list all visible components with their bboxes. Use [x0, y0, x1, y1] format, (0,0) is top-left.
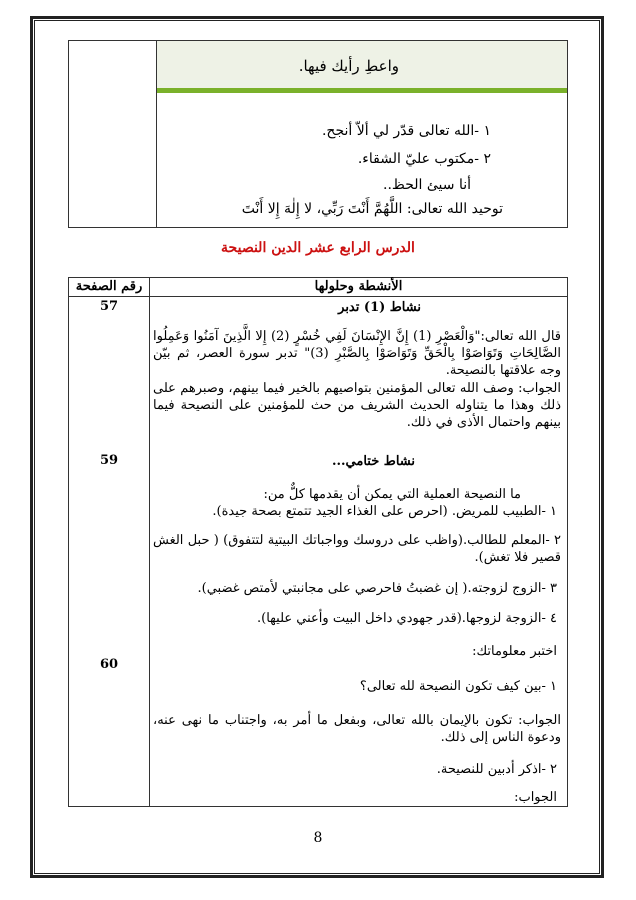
top-item-3: أنا سيئ الحظ..: [383, 177, 471, 193]
activity1-title: نشاط (1) تدبر: [338, 300, 421, 315]
closing-item-4: ٤ -الزوجة لزوجها.(قدر جهودي داخل البيت وأعني عليها).: [257, 611, 557, 626]
top-item-1: ١ -الله تعالى قدّر لي ألاّ أنجح.: [321, 123, 491, 139]
closing-item-3: ٣ -الزوج لزوجته.( إن غضبتُ فاحرصي على مجانبتي لأمتص غضبي).: [197, 581, 557, 596]
lesson-title: الدرس الرابع عشر الدين النصيحة: [221, 240, 415, 256]
closing-item-1: ١ -الطبيب للمريض. (احرص على الغذاء الجيد تتمتع بصحة جيدة).: [212, 504, 557, 519]
activities-content: [153, 278, 561, 806]
top-item-4: توحيد الله تعالى: اللَّهُمَّ أَنْتَ رَبِّي، لا إِلٰهَ إِلا أَنْتَ: [241, 201, 503, 217]
activities-table: [68, 277, 568, 807]
table-column-divider: [149, 278, 150, 806]
activity1-answer: الجواب: وصف الله تعالى المؤمنين بتواصيهم بالخير فيما بينهم، وصبرهم على ذلك وهذا ما يتناوله الحديث الشريف من حث للمؤمنين على النصيحة فيما بينهم واحتمال الأذى في ذلك.: [153, 381, 561, 430]
header-page-number: رقم الصفحة: [75, 279, 143, 294]
top-item-2: ٢ -مكتوب عليّ الشقاء.: [357, 151, 491, 167]
top-heading: واعطِ رأيك فيها.: [298, 57, 399, 75]
page-number: 8: [313, 830, 323, 846]
test-question-2: ٢ -اذكر أدبين للنصيحة.: [436, 762, 557, 777]
test-answer-1: الجواب: تكون بالإيمان بالله تعالى، وبفعل ما أمر به، واجتناب ما نهى عنه، ودعوة الناس إلى ذلك.: [153, 713, 561, 745]
test-question-1: ١ -بين كيف تكون النصيحة لله تعالى؟: [359, 679, 557, 694]
top-table-content-cell: [157, 41, 567, 227]
header-activities: الأنشطة وحلولها: [314, 279, 403, 294]
closing-item-2: ٢ -المعلم للطالب.(واظب على دروسك وواجباتك البيتية لتتفوق) ( حبل الغش قصير فلا تغش).: [153, 533, 561, 565]
activity1-question: قال الله تعالى:"وَالْعَصْرِ (1) إِنَّ الإِنْسَانَ لَفِي خُسْرٍ (2) إِلا الَّذِينَ آمَنُوا وَعَمِلُوا الصَّالِحَاتِ وَتَوَاصَوْا بِالْحَقِّ وَتَوَاصَوْا بِالصَّبْرِ (3)" تدبر سورة العصر، ثم بيّن وجه علاقتها بالنصيحة.: [153, 329, 562, 378]
test-title: اختبر معلوماتك:: [472, 644, 557, 659]
page-ref-57: 57: [99, 299, 119, 314]
closing-question: ما النصيحة العملية التي يمكن أن يقدمها كلٌّ من:: [263, 487, 521, 502]
closing-activity-title: نشاط ختامي...: [331, 454, 415, 469]
top-table: [68, 40, 568, 228]
test-answer-2: الجواب:: [514, 790, 557, 805]
page-ref-59: 59: [99, 453, 119, 468]
heading-band-line: [157, 88, 567, 93]
page-ref-60: 60: [99, 657, 119, 672]
